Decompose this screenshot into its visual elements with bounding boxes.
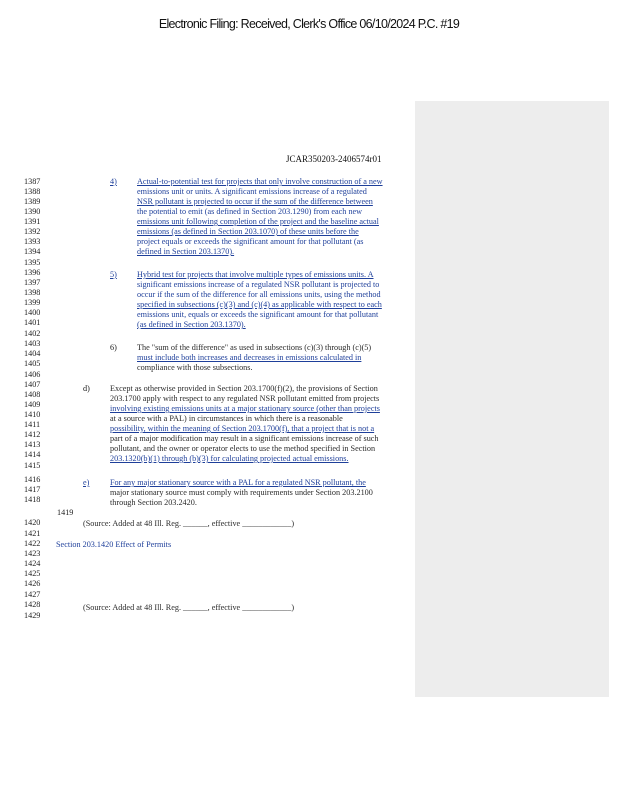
line-number: 1402 <box>24 329 41 338</box>
line-number: 1417 <box>24 485 41 494</box>
line-number: 1391 <box>24 217 41 226</box>
para-line: significant emissions increase of a regulated NSR pollutant is projected to <box>137 280 380 289</box>
line-number: 1398 <box>24 288 41 297</box>
line-number: 1426 <box>24 579 41 588</box>
para-line: The "sum of the difference" as used in subsections (c)(3) through (c)(5) <box>137 343 372 352</box>
line-number: 1395 <box>24 258 41 267</box>
para-4-marker: 4) <box>110 177 117 186</box>
para-line: part of a major modification may result in a significant emissions increase of such <box>110 434 379 443</box>
line-number: 1429 <box>24 611 41 620</box>
line-number: 1400 <box>24 308 41 317</box>
filing-header: Electronic Filing: Received, Clerk's Office 06/10/2024 P.C. #19 <box>158 17 460 31</box>
para-6-marker: 6) <box>110 343 117 352</box>
line-number: 1418 <box>24 495 41 504</box>
line-number: 1412 <box>24 430 41 439</box>
para-line: Except as otherwise provided in Section 203.1700(f)(2), the provisions of Section <box>110 384 378 393</box>
line-number: 1388 <box>24 187 41 196</box>
para-line: possibility, within the meaning of Section 203.1700(f), that a project that is not a <box>110 424 375 433</box>
line-number: 1408 <box>24 390 41 399</box>
para-d-marker: d) <box>83 384 90 393</box>
source-note-1: (Source: Added at 48 Ill. Reg. ______, effective ____________) <box>83 519 295 528</box>
comment-panel <box>415 101 609 697</box>
para-line: specified in subsections (c)(3) and (c)(4) as applicable with respect to each <box>137 300 382 309</box>
line-number: 1401 <box>24 318 41 327</box>
line-number: 1415 <box>24 461 41 470</box>
para-line: NSR pollutant is projected to occur if the sum of the difference between <box>137 197 373 206</box>
para-line: through Section 203.2420. <box>110 498 197 507</box>
para-line: compliance with those subsections. <box>137 363 253 372</box>
para-line: at a source with a PAL) in circumstances in which there is a reasonable <box>110 414 343 423</box>
para-line: involving existing emissions units at a major stationary source (other than projects <box>110 404 380 413</box>
line-number: 1409 <box>24 400 41 409</box>
line-number: 1387 <box>24 177 41 186</box>
line-number: 1427 <box>24 590 41 599</box>
line-number: 1420 <box>24 518 41 527</box>
section-heading: Section 203.1420 Effect of Permits <box>56 540 172 549</box>
para-line: emissions unit following completion of the project and the baseline actual <box>137 217 379 226</box>
line-number: 1410 <box>24 410 41 419</box>
line-number: 1396 <box>24 268 41 277</box>
line-number: 1407 <box>24 380 41 389</box>
line-number: 1404 <box>24 349 41 358</box>
line-number: 1421 <box>24 529 41 538</box>
para-line: project equals or exceeds the significant amount for that pollutant (as <box>137 237 364 246</box>
line-number: 1419 <box>57 508 74 517</box>
line-number: 1411 <box>24 420 41 429</box>
para-line: the potential to emit (as defined in Section 203.1290) from each new <box>137 207 363 216</box>
line-number: 1405 <box>24 359 41 368</box>
line-number: 1389 <box>24 197 41 206</box>
line-number: 1422 <box>24 539 41 548</box>
para-line: 203.1700 apply with respect to any regulated NSR pollutant emitted from projects <box>110 394 380 403</box>
para-line: For any major stationary source with a PAL for a regulated NSR pollutant, the <box>110 478 366 487</box>
line-number: 1403 <box>24 339 41 348</box>
document-id: JCAR350203-2406574r01 <box>286 154 382 164</box>
line-number: 1423 <box>24 549 41 558</box>
para-line: emissions unit, equals or exceeds the significant amount for that pollutant <box>137 310 379 319</box>
line-number: 1394 <box>24 247 41 256</box>
line-number: 1399 <box>24 298 41 307</box>
line-number: 1393 <box>24 237 41 246</box>
para-line: pollutant, and the owner or operator elects to use the method specified in Section <box>110 444 376 453</box>
para-line: 203.1320(b)(1) through (b)(3) for calculating projected actual emissions. <box>110 454 349 463</box>
source-note-2: (Source: Added at 48 Ill. Reg. ______, effective ____________) <box>83 603 295 612</box>
line-number: 1414 <box>24 450 41 459</box>
para-line: must include both increases and decreases in emissions calculated in <box>137 353 362 362</box>
line-number: 1397 <box>24 278 41 287</box>
para-line: Hybrid test for projects that involve multiple types of emissions units. A <box>137 270 374 279</box>
line-number: 1425 <box>24 569 41 578</box>
line-number: 1428 <box>24 600 41 609</box>
line-number: 1413 <box>24 440 41 449</box>
para-e-marker: e) <box>83 478 90 487</box>
line-number: 1392 <box>24 227 41 236</box>
para-line: occur if the sum of the difference for all emissions units, using the method <box>137 290 381 299</box>
line-number: 1406 <box>24 370 41 379</box>
para-line: emissions unit or units. A significant emissions increase of a regulated <box>137 187 367 196</box>
para-5-marker: 5) <box>110 270 117 279</box>
para-line: (as defined in Section 203.1370). <box>137 320 246 329</box>
para-line: emissions (as defined in Section 203.1070) of these units before the <box>137 227 359 236</box>
line-number: 1424 <box>24 559 41 568</box>
para-line: major stationary source must comply with requirements under Section 203.2100 <box>110 488 373 497</box>
line-number: 1416 <box>24 475 41 484</box>
line-number: 1390 <box>24 207 41 216</box>
para-line: defined in Section 203.1370). <box>137 247 235 256</box>
para-line: Actual-to-potential test for projects that only involve construction of a new <box>137 177 383 186</box>
